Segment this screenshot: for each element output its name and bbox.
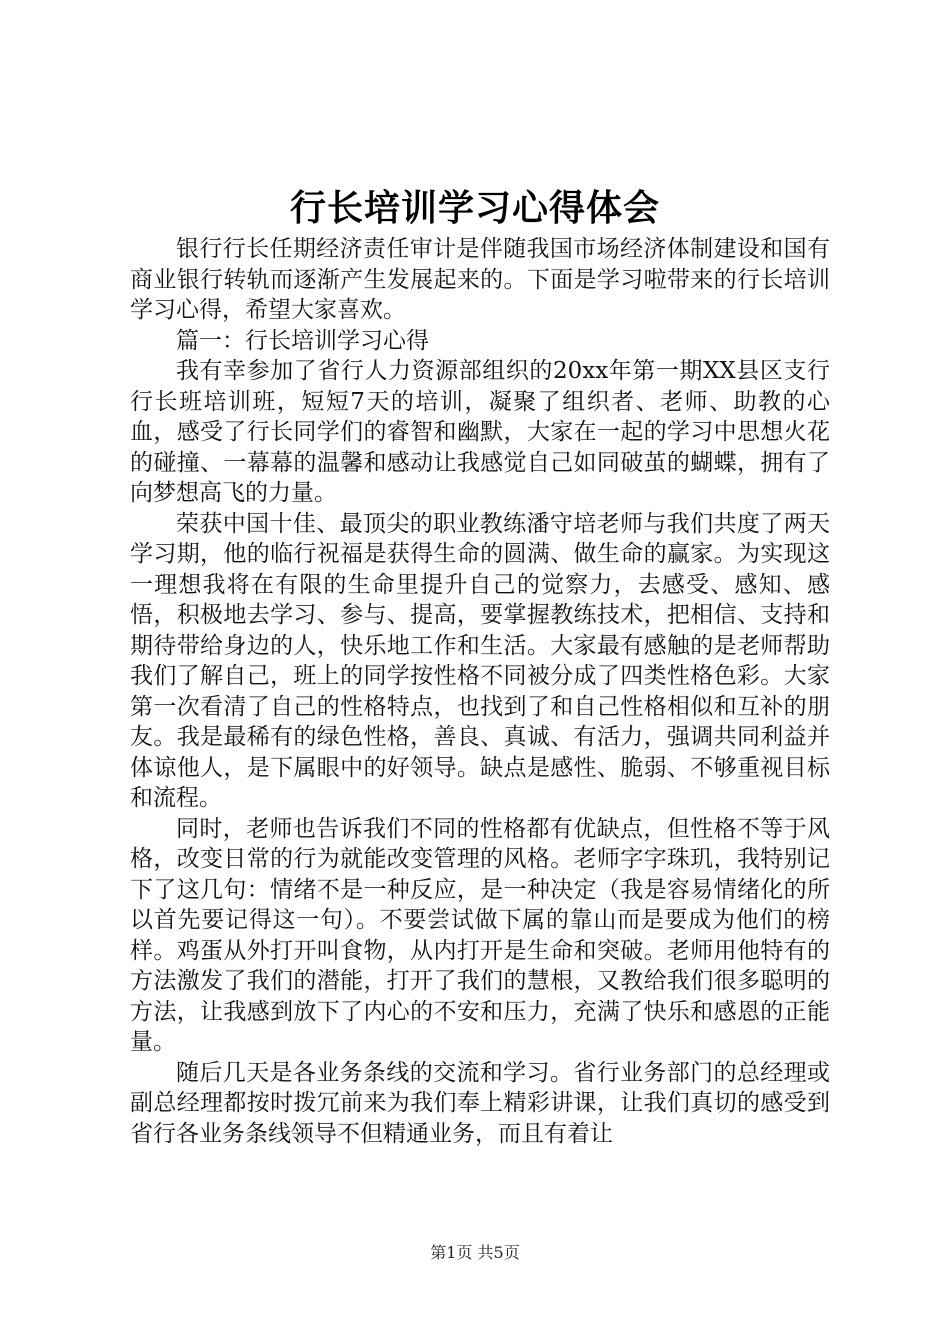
document-title: 行长培训学习心得体会 xyxy=(289,187,660,229)
section-heading: 篇一：行长培训学习心得 xyxy=(176,327,429,354)
page-footer: 第1页 共5页 xyxy=(430,1243,520,1262)
document-body xyxy=(130,234,830,1149)
paragraph: 我有幸参加了省行人力资源部组织的20xx年第一期XX县区支行行长班培训班，短短7天的培训，凝聚了组织者、老师、助教的心血，感受了行长同学们的睿智和幽默，大家在一起的学习中思想火花的碰撞、一幕幕的温馨和感动让我感觉自己如同破茧的蝴蝶，拥有了向梦想高飞的力量。 xyxy=(130,358,830,506)
paragraph: 随后几天是各业务条线的交流和学习。省行业务部门的总经理或副总经理都按时拨冗前来为我们奉上精彩讲课，让我们真切的感受到省行各业务条线领导不但精通业务，而且有着让 xyxy=(130,1059,830,1147)
paragraph: 荣获中国十佳、最顶尖的职业教练潘守培老师与我们共度了两天学习期，他的临行祝福是获得生命的圆满、做生命的赢家。为实现这一理想我将在有限的生命里提升自己的觉察力，去感受、感知、感悟，积极地去学习、参与、提高，要掌握教练技术，把相信、支持和期待带给身边的人，快乐地工作和生活。大家最有感触的是老师帮助我们了解自己，班上的同学按性格不同被分成了四类性格色彩。大家第一次看清了自己的性格特点，也找到了和自己性格相似和互补的朋友。我是最稀有的绿色性格，善良、真诚、有活力，强调共同利益并体谅他人，是下属眼中的好领导。缺点是感性、脆弱、不够重视目标和流程。 xyxy=(130,510,830,811)
paragraph: 同时，老师也告诉我们不同的性格都有优缺点，但性格不等于风格，改变日常的行为就能改变管理的风格。老师字字珠玑，我特别记下了这几句：情绪不是一种反应，是一种决定（我是容易情绪化的所以首先要记得这一句）。不要尝试做下属的靠山而是要成为他们的榜样。鸡蛋从外打开叫食物，从内打开是生命和突破。老师用他特有的方法激发了我们的潜能，打开了我们的慧根，又教给我们很多聪明的方法，让我感到放下了内心的不安和压力，充满了快乐和感恩的正能量。 xyxy=(130,815,830,1055)
paragraph-intro: 银行行长任期经济责任审计是伴随我国市场经济体制建设和国有商业银行转轨而逐渐产生发展起来的。下面是学习啦带来的行长培训学习心得，希望大家喜欢。 xyxy=(130,236,830,323)
